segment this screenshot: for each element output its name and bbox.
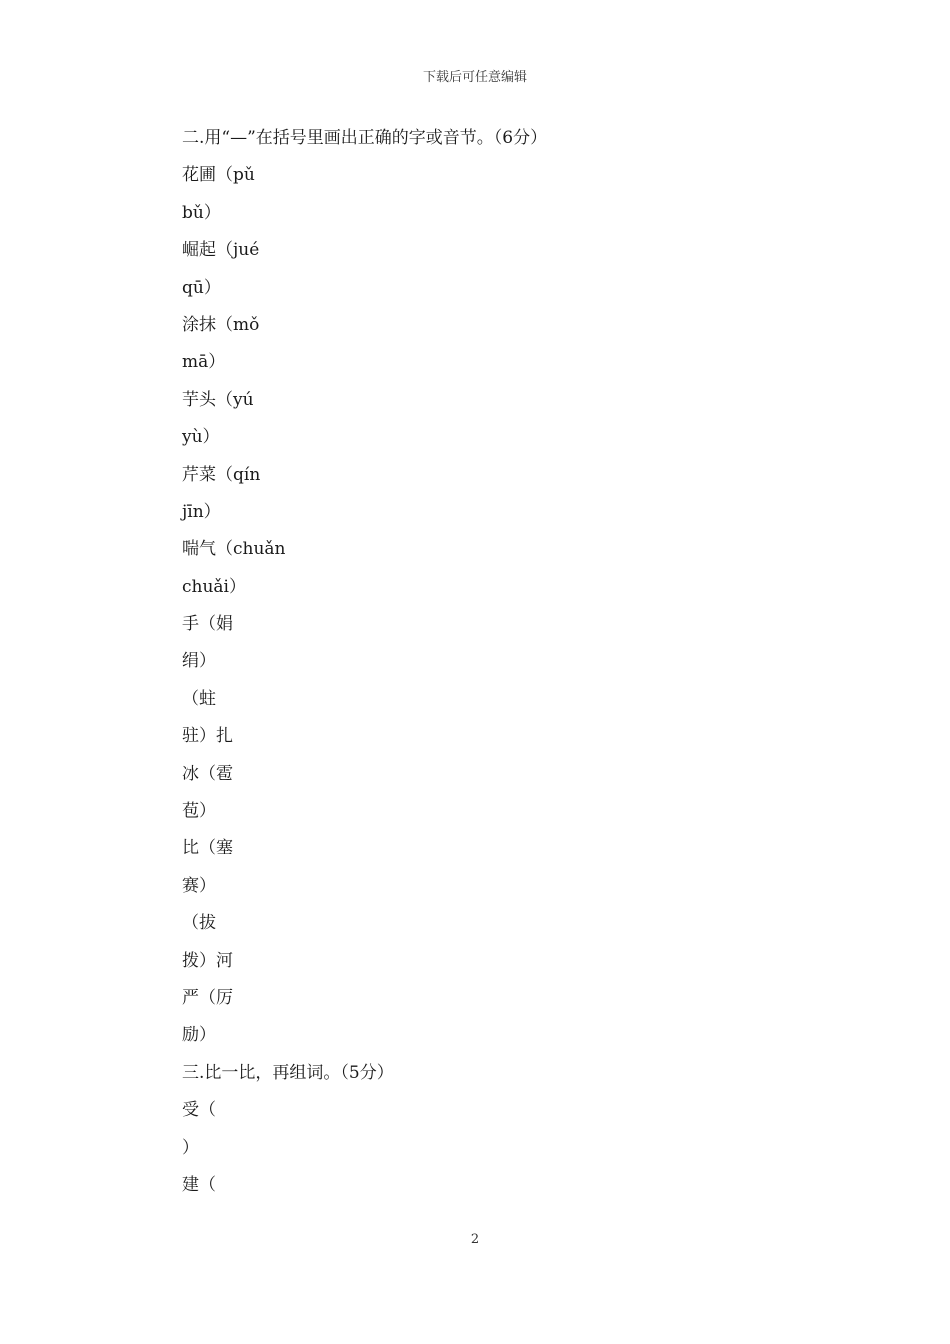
text-line: bǔ）	[182, 202, 221, 223]
text-line: 励）	[182, 1025, 216, 1046]
text-line: （蛀	[182, 688, 216, 709]
text-line: mā）	[182, 352, 226, 373]
text-line: 驻）扎	[182, 726, 233, 747]
document-body	[182, 120, 782, 1204]
text-line: qū）	[182, 277, 221, 298]
text-line: yù）	[182, 427, 220, 448]
text-line: 涂抹（mǒ	[182, 314, 260, 335]
text-line: 受（	[182, 1100, 216, 1121]
text-line: 苞）	[182, 801, 216, 822]
text-line: chuǎi）	[182, 576, 246, 597]
text-line: 手（娟	[182, 614, 233, 635]
text-line: 芹菜（qín	[182, 464, 261, 485]
text-line: 冰（雹	[182, 763, 233, 784]
text-line: 绢）	[182, 651, 216, 672]
text-line: （拔	[182, 913, 216, 934]
section-heading-2: 二.用“—”在括号里画出正确的字或音节。（6分）	[182, 128, 548, 148]
text-line: 花圃（pǔ	[182, 165, 255, 186]
text-line: 拨）河	[182, 950, 233, 971]
text-line: ）	[182, 1137, 199, 1158]
text-line: 严（厉	[182, 987, 233, 1008]
text-line: 芋头（yú	[182, 389, 254, 410]
text-line: 崛起（jué	[182, 240, 260, 261]
text-line: 建（	[182, 1174, 216, 1195]
text-line: 喘气（chuǎn	[182, 539, 286, 560]
page-number: 2	[470, 1232, 480, 1247]
text-line: 赛）	[182, 875, 216, 896]
text-line: jīn）	[182, 501, 221, 522]
text-line: 比（塞	[182, 838, 233, 859]
page-header: 下载后可任意编辑	[422, 70, 527, 85]
section-heading-3: 三.比一比，再组词。（5分）	[182, 1062, 394, 1083]
